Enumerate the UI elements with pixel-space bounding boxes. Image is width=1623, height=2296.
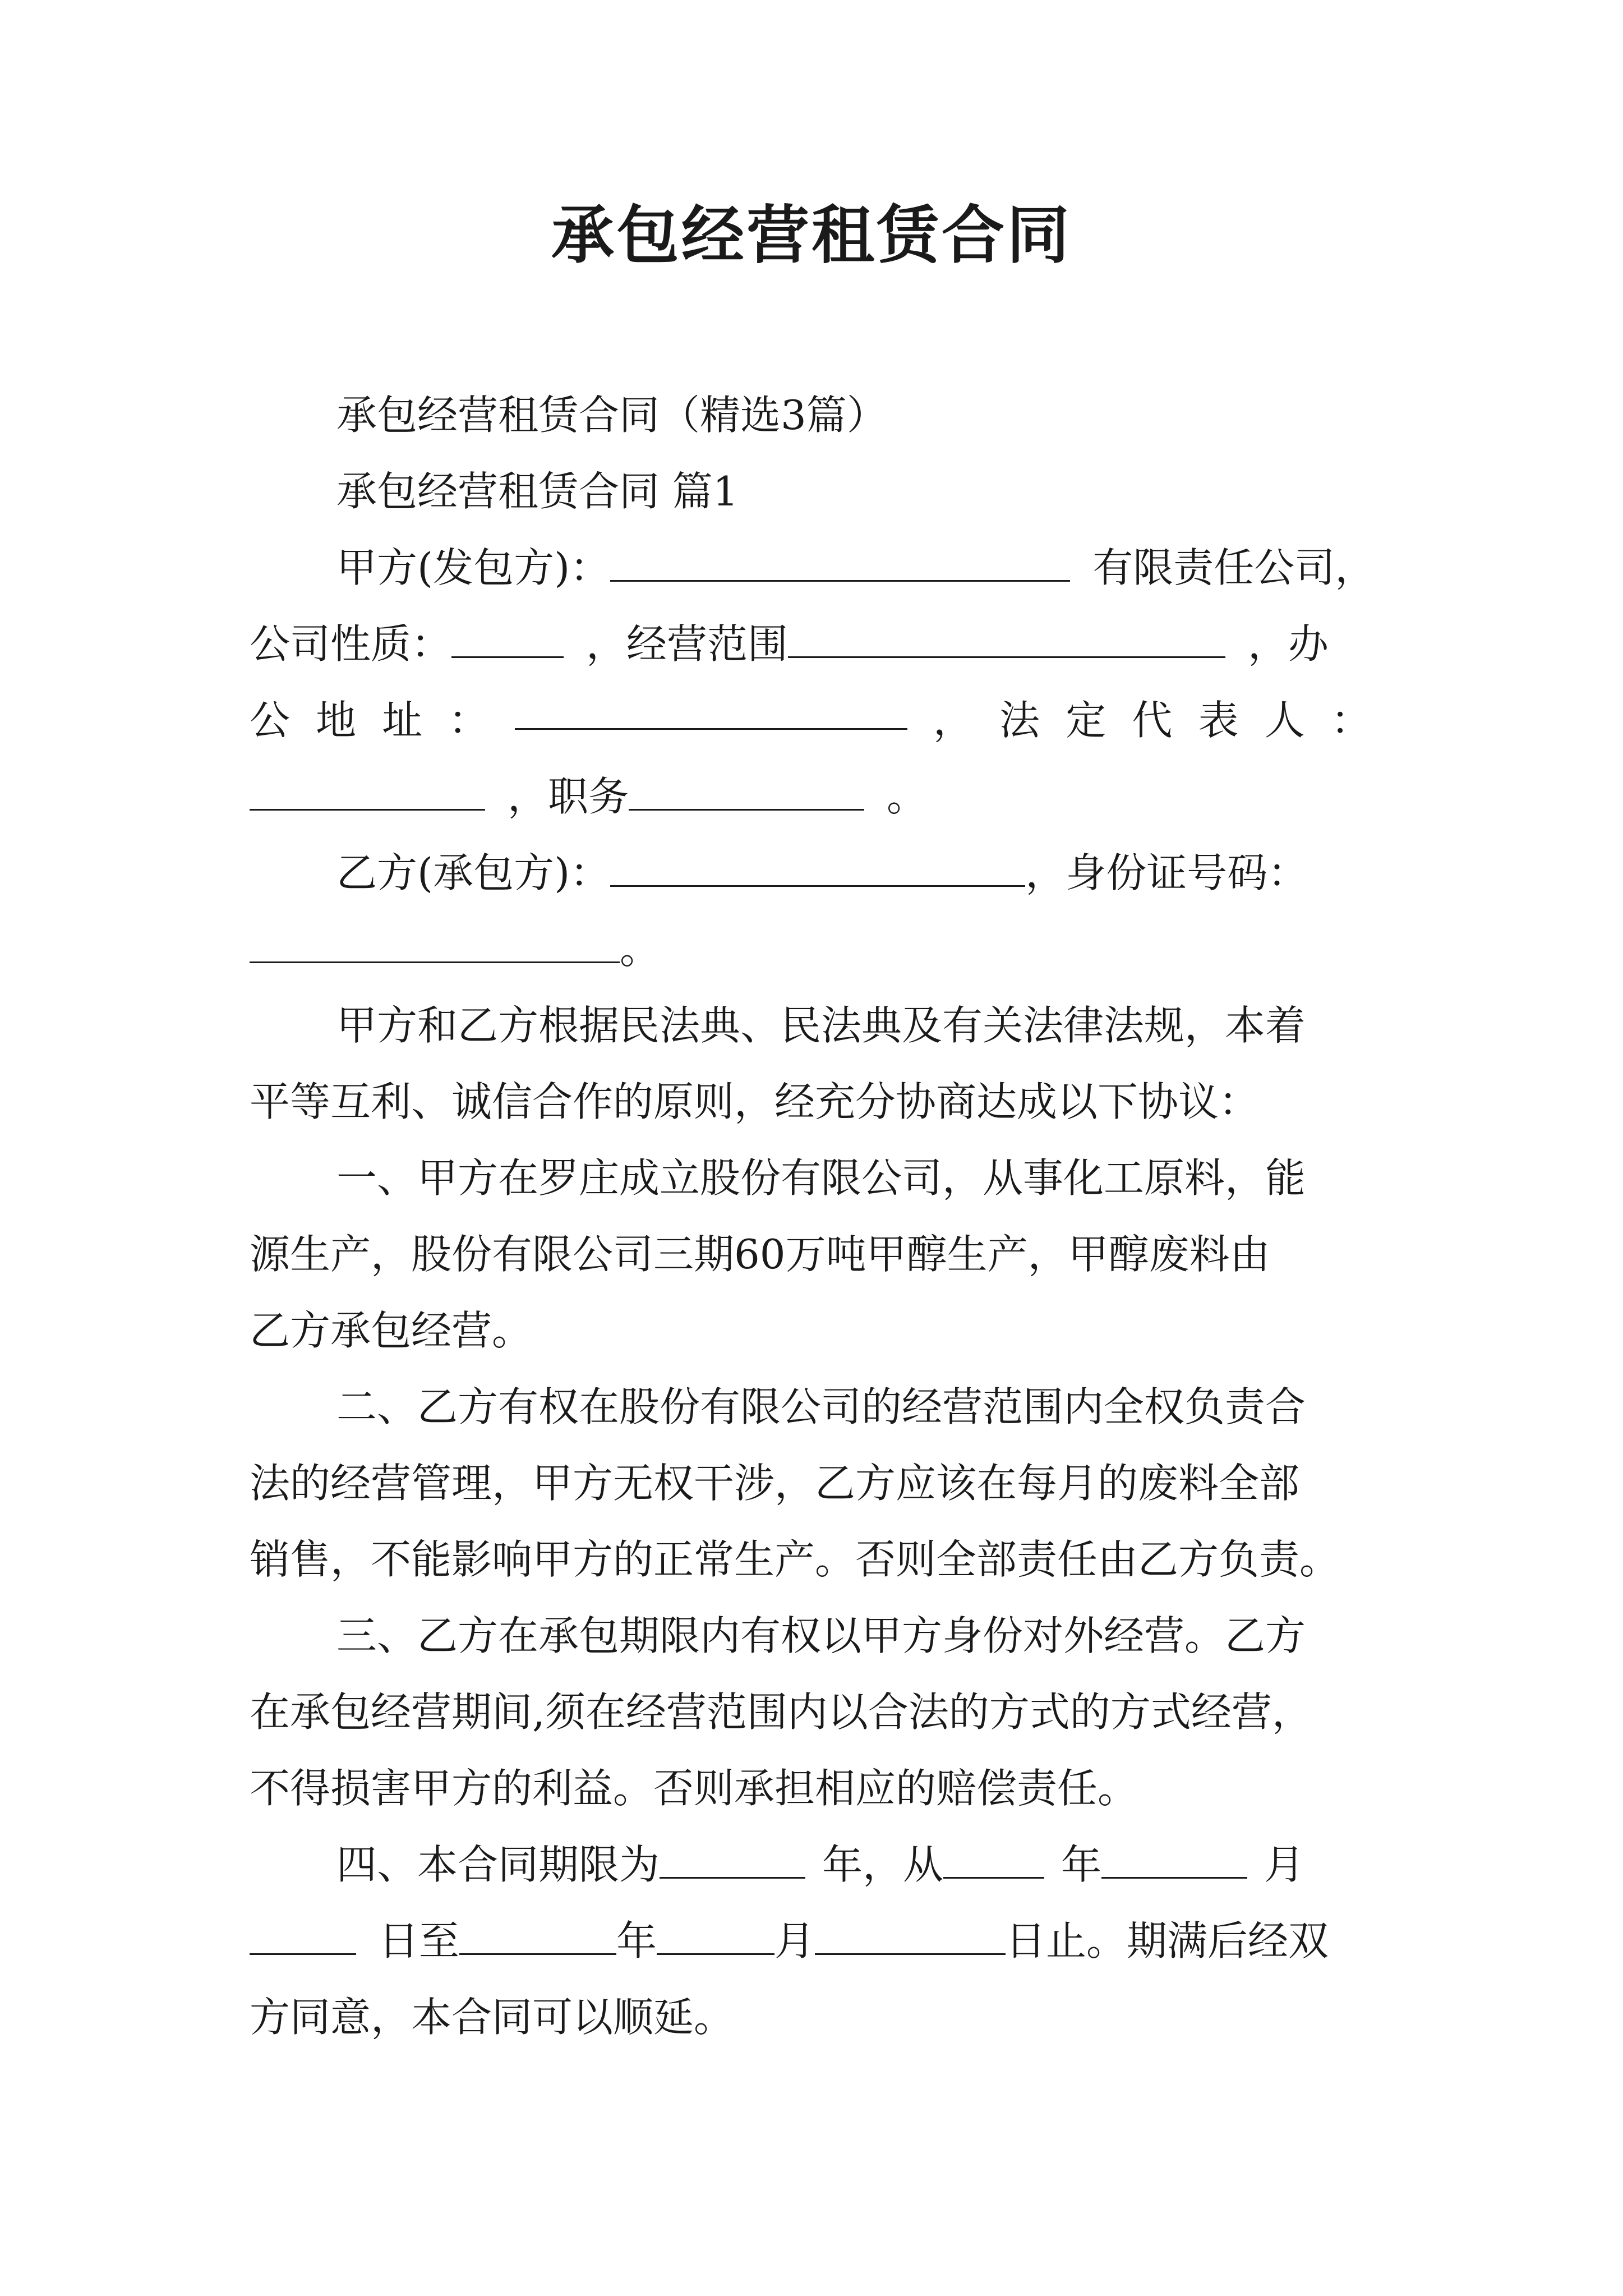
month-label: 月: [1264, 1841, 1305, 1888]
rep-char: 表: [1198, 697, 1239, 744]
rep-char: 代: [1132, 697, 1173, 744]
section-heading: 承包经营租赁合同 篇1: [336, 468, 739, 515]
representative-blank: [250, 773, 485, 811]
company-nature-label: 公司性质：: [250, 620, 452, 668]
clause-2-line-2: 法的经营管理，甲方无权干涉，乙方应该在每月的废料全部: [250, 1460, 1300, 1507]
business-scope-label: ，经营范围: [586, 620, 789, 668]
party-a-name-blank: [610, 544, 1070, 582]
address-blank: [515, 692, 907, 730]
party-b-label: 乙方(承包方)：: [336, 849, 611, 896]
party-b-end: 。: [620, 926, 661, 973]
rep-char: 定: [1066, 697, 1106, 744]
party-b-name-blank: [610, 849, 1025, 887]
address-char: 公: [250, 697, 291, 744]
clause-4-line-3: 方同意，本合同可以顺延。: [250, 1994, 735, 2041]
company-nature-blank: [451, 620, 564, 658]
line-2-end: ，办: [1248, 620, 1329, 668]
clause-1-line-3: 乙方承包经营。: [250, 1307, 533, 1354]
clause-2-line-3: 销售，不能影响甲方的正常生产。否则全部责任由乙方负责。: [250, 1536, 1340, 1583]
address-char: 址: [382, 697, 423, 744]
rep-char: 法: [999, 697, 1040, 744]
party-b-line-1: [336, 845, 1308, 901]
document-subtitle: 承包经营租赁合同（精选3篇）: [336, 392, 887, 439]
end-month-blank: [657, 1917, 774, 1955]
party-a-line-3: [250, 692, 1371, 748]
party-a-suffix: 有限责任公司，: [1092, 544, 1376, 591]
position-label: ，职务: [508, 773, 629, 820]
id-number-blank: [250, 926, 620, 963]
business-scope-blank: [788, 620, 1225, 658]
position-blank: [629, 773, 864, 811]
start-month-blank: [1101, 1841, 1247, 1879]
end-year-label: 年: [616, 1917, 657, 1964]
party-a-line-4: [250, 769, 927, 825]
clause-2-line-1: 二、乙方有权在股份有限公司的经营范围内全权负责合: [336, 1383, 1306, 1430]
clause-3-line-3: 不得损害甲方的利益。否则承担相应的赔偿责任。: [250, 1765, 1138, 1812]
rep-char: 人: [1264, 697, 1305, 744]
clause-3-line-1: 三、乙方在承包期限内有权以甲方身份对外经营。乙方: [336, 1612, 1306, 1659]
document-title: 承包经营租赁合同: [551, 199, 1072, 272]
start-day-blank: [250, 1917, 356, 1955]
end-month-label: 月: [774, 1917, 815, 1964]
intro-line-1: 甲方和乙方根据民法典、民法典及有关法律法规，本着: [336, 1002, 1306, 1049]
end-year-blank: [459, 1917, 616, 1955]
clause-4-end: 日止。期满后经双: [1006, 1917, 1329, 1964]
clause-1-line-1: 一、甲方在罗庄成立股份有限公司，从事化工原料，能: [336, 1154, 1306, 1202]
party-b-line-2: [250, 921, 660, 977]
clause-3-line-2: 在承包经营期间,须在经营范围内以合法的方式的方式经营，: [250, 1688, 1312, 1736]
term-years-blank: [660, 1841, 805, 1879]
rep-comma: ，: [933, 697, 974, 744]
address-char: 地: [316, 697, 357, 744]
end-day-blank: [815, 1917, 1006, 1955]
clause-4-line-1: [336, 1837, 1304, 1893]
party-a-label: 甲方(发包方)：: [336, 544, 611, 591]
term-label: 四、本合同期限为: [336, 1841, 660, 1888]
year-label: 年: [1061, 1841, 1102, 1888]
party-a-end: 。: [887, 773, 928, 820]
intro-line-2: 平等互利、诚信合作的原则，经充分协商达成以下协议：: [250, 1078, 1260, 1125]
address-char: ：: [448, 697, 489, 744]
clause-4-line-2: [250, 1913, 1329, 1969]
rep-char: ：: [1330, 697, 1371, 744]
day-to-label: 日至: [379, 1917, 460, 1964]
from-label: 年，从: [822, 1841, 944, 1888]
party-a-line-2: [250, 616, 1329, 672]
id-number-label: ，身份证号码：: [1025, 849, 1308, 896]
clause-1-line-2: 源生产，股份有限公司三期60万吨甲醇生产，甲醇废料由: [250, 1231, 1270, 1278]
party-a-line-1: [336, 540, 1375, 596]
start-year-blank: [943, 1841, 1044, 1879]
